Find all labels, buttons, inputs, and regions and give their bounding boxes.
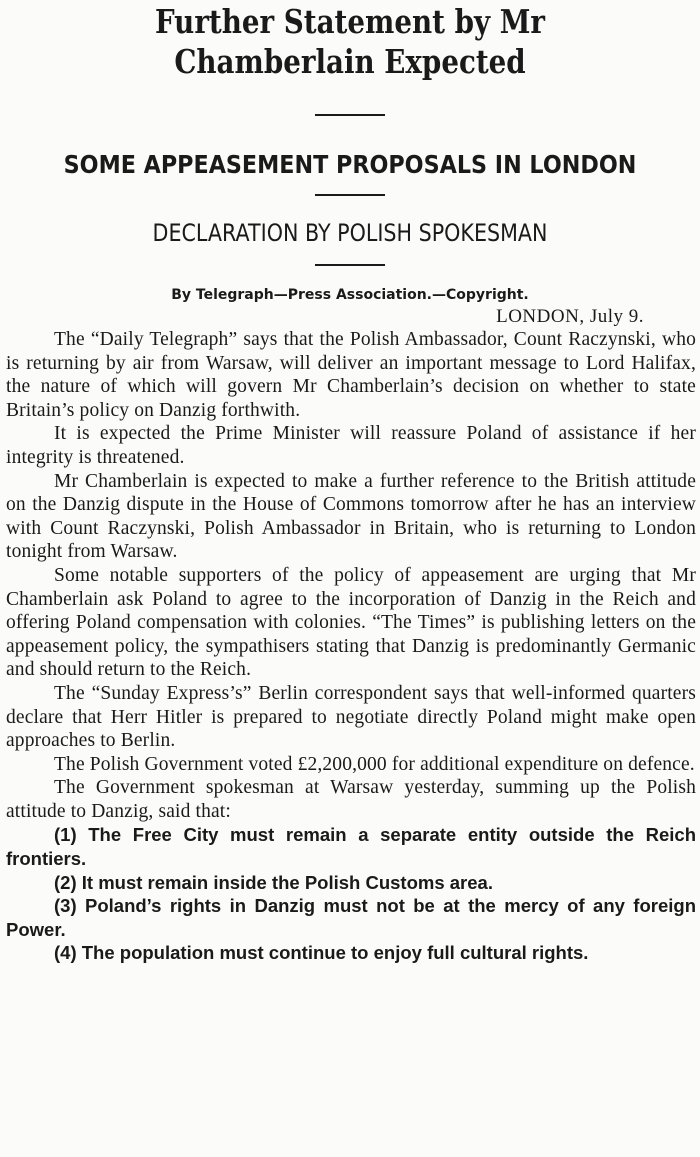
article-body	[0, 328, 700, 965]
paragraph: It is expected the Prime Minister will reassure Poland of assistance if her integrity is threatened.	[6, 423, 696, 468]
headline: Further Statement by Mr Chamberlain Expected	[154, 2, 546, 81]
subheadline-declaration: DECLARATION BY POLISH SPOKESMAN	[152, 219, 548, 247]
paragraph: The Polish Government voted £2,200,000 for additional expenditure on defence.	[54, 753, 695, 775]
list-item: (2) It must remain inside the Polish Customs area.	[54, 871, 493, 893]
paragraph: The “Sunday Express’s” Berlin correspondent says that well-informed quarters declare that Herr Hitler is prepared to negotiate directly Poland might make open approaches to Berlin.	[6, 682, 696, 752]
paragraph: The Government spokesman at Warsaw yesterday, summing up the Polish attitude to Danzig, said that:	[6, 777, 696, 822]
list-item: (4) The population must continue to enjoy full cultural rights.	[54, 942, 589, 964]
byline: By Telegraph—Press Association.—Copyright.	[171, 287, 529, 303]
paragraph: Some notable supporters of the policy of appeasement are urging that Mr Chamberlain ask Poland to agree to the incorporation of Danzig in the Reich and offering Poland compensation with colonies. “The Times” is publishing letters on the appeasement policy, the sympathisers stating that Danzig is predominantly Germanic and should return to the Reich.	[6, 564, 696, 681]
paragraph: Mr Chamberlain is expected to make a further reference to the British attitude on the Danzig dispute in the House of Commons tomorrow after he has an interview with Count Raczynski, Polish Ambassador in Britain, who is returning to London tonight from Warsaw.	[6, 470, 696, 563]
paragraph: The “Daily Telegraph” says that the Polish Ambassador, Count Raczynski, who is returning by air from Warsaw, will deliver an important message to Lord Halifax, the nature of which will govern Mr Chamberlain’s decision on whether to state Britain’s policy on Danzig forthwith.	[6, 329, 696, 421]
list-item: (1) The Free City must remain a separate entity outside the Reich frontiers.	[6, 824, 696, 870]
list-item: (3) Poland’s rights in Danzig must not be at the mercy of any foreign Power.	[6, 895, 696, 940]
dateline: LONDON, July 9.	[496, 306, 644, 327]
subheadline: SOME APPEASEMENT PROPOSALS IN LONDON	[63, 150, 637, 179]
